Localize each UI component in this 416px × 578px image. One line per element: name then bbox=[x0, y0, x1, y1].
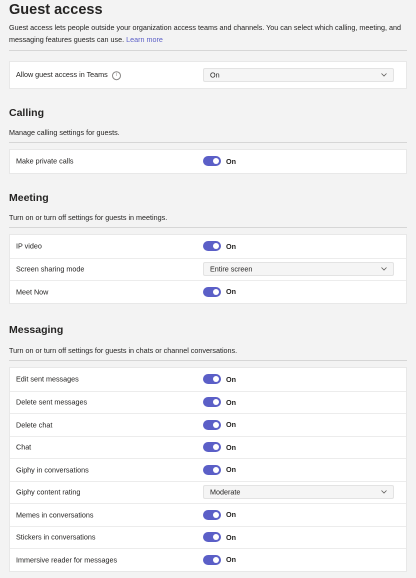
messaging-heading: Messaging bbox=[9, 324, 64, 336]
toggle-state: On bbox=[226, 156, 236, 166]
page-description bbox=[9, 22, 401, 45]
setting-label: Stickers in conversations bbox=[16, 532, 96, 542]
messaging-description: Turn on or turn off settings for guests in chats or channel conversations. bbox=[9, 346, 238, 355]
setting-row-delete-sent-messages bbox=[10, 391, 406, 414]
setting-label: Giphy in conversations bbox=[16, 465, 89, 475]
setting-row-giphy-content-rating bbox=[10, 481, 406, 504]
divider bbox=[9, 227, 407, 228]
toggle-state: On bbox=[226, 442, 236, 452]
giphy-in-conversations-toggle[interactable] bbox=[203, 465, 221, 475]
calling-description: Manage calling settings for guests. bbox=[9, 128, 120, 137]
toggle-state: On bbox=[226, 241, 236, 251]
toggle-state: On bbox=[226, 532, 236, 542]
setting-label: IP video bbox=[16, 241, 42, 251]
setting-row-meet-now bbox=[10, 280, 406, 303]
setting-row-stickers-in-conversations bbox=[10, 526, 406, 549]
dropdown-value: Moderate bbox=[210, 487, 241, 497]
delete-chat-toggle[interactable] bbox=[203, 420, 221, 430]
ip-video-toggle[interactable] bbox=[203, 241, 221, 251]
dropdown-value: On bbox=[210, 70, 220, 80]
setting-label: Meet Now bbox=[16, 287, 49, 297]
setting-row-giphy-in-conversations bbox=[10, 458, 406, 481]
toggle-state: On bbox=[226, 397, 236, 407]
meeting-description: Turn on or turn off settings for guests in meetings. bbox=[9, 213, 168, 222]
allow-guest-access-dropdown[interactable] bbox=[203, 68, 394, 82]
calling-card bbox=[9, 149, 407, 174]
toggle-state: On bbox=[226, 555, 236, 565]
setting-label: Chat bbox=[16, 442, 32, 452]
setting-row-immersive-reader bbox=[10, 548, 406, 571]
make-private-calls-toggle[interactable] bbox=[203, 156, 221, 166]
messaging-card bbox=[9, 367, 407, 572]
toggle-state: On bbox=[226, 420, 236, 430]
setting-row-ip-video bbox=[10, 235, 406, 258]
guest-access-card bbox=[9, 61, 407, 89]
setting-label: Delete sent messages bbox=[16, 397, 88, 407]
learn-more-link[interactable]: Learn more bbox=[126, 34, 163, 44]
setting-row-memes-in-conversations bbox=[10, 503, 406, 526]
toggle-state: On bbox=[226, 287, 236, 297]
setting-label: Allow guest access in Teams i bbox=[16, 70, 121, 80]
meeting-card bbox=[9, 234, 407, 304]
calling-heading: Calling bbox=[9, 107, 45, 119]
giphy-content-rating-dropdown[interactable] bbox=[203, 485, 394, 499]
divider bbox=[9, 360, 407, 361]
memes-in-conversations-toggle[interactable] bbox=[203, 510, 221, 520]
setting-row-allow-guest-access bbox=[10, 62, 406, 88]
stickers-in-conversations-toggle[interactable] bbox=[203, 532, 221, 542]
delete-sent-messages-toggle[interactable] bbox=[203, 397, 221, 407]
edit-sent-messages-toggle[interactable] bbox=[203, 374, 221, 384]
chevron-down-icon bbox=[381, 490, 387, 494]
page-title: Guest access bbox=[9, 2, 103, 18]
setting-label: Delete chat bbox=[16, 420, 53, 430]
toggle-state: On bbox=[226, 465, 236, 475]
chevron-down-icon bbox=[381, 267, 387, 271]
toggle-state: On bbox=[226, 510, 236, 520]
setting-label: Immersive reader for messages bbox=[16, 555, 118, 565]
meeting-heading: Meeting bbox=[9, 192, 49, 204]
chat-toggle[interactable] bbox=[203, 442, 221, 452]
immersive-reader-toggle[interactable] bbox=[203, 555, 221, 565]
chevron-down-icon bbox=[381, 73, 387, 77]
setting-row-chat bbox=[10, 436, 406, 459]
info-icon[interactable]: i bbox=[112, 71, 121, 80]
setting-label: Memes in conversations bbox=[16, 510, 94, 520]
toggle-state: On bbox=[226, 374, 236, 384]
divider bbox=[9, 142, 407, 143]
screen-sharing-mode-dropdown[interactable] bbox=[203, 262, 394, 276]
meet-now-toggle[interactable] bbox=[203, 287, 221, 297]
setting-label: Make private calls bbox=[16, 156, 74, 166]
setting-row-edit-sent-messages bbox=[10, 368, 406, 391]
setting-row-delete-chat bbox=[10, 413, 406, 436]
setting-row-screen-sharing-mode bbox=[10, 258, 406, 281]
dropdown-value: Entire screen bbox=[210, 264, 253, 274]
setting-label: Screen sharing mode bbox=[16, 264, 85, 274]
setting-row-make-private-calls bbox=[10, 150, 406, 173]
setting-label: Giphy content rating bbox=[16, 487, 81, 497]
intro-text: Guest access lets people outside your organization access teams and channels. You can select which calling, meeting, and messaging features guests can use. bbox=[9, 23, 401, 44]
divider bbox=[9, 50, 407, 51]
setting-label: Edit sent messages bbox=[16, 374, 79, 384]
